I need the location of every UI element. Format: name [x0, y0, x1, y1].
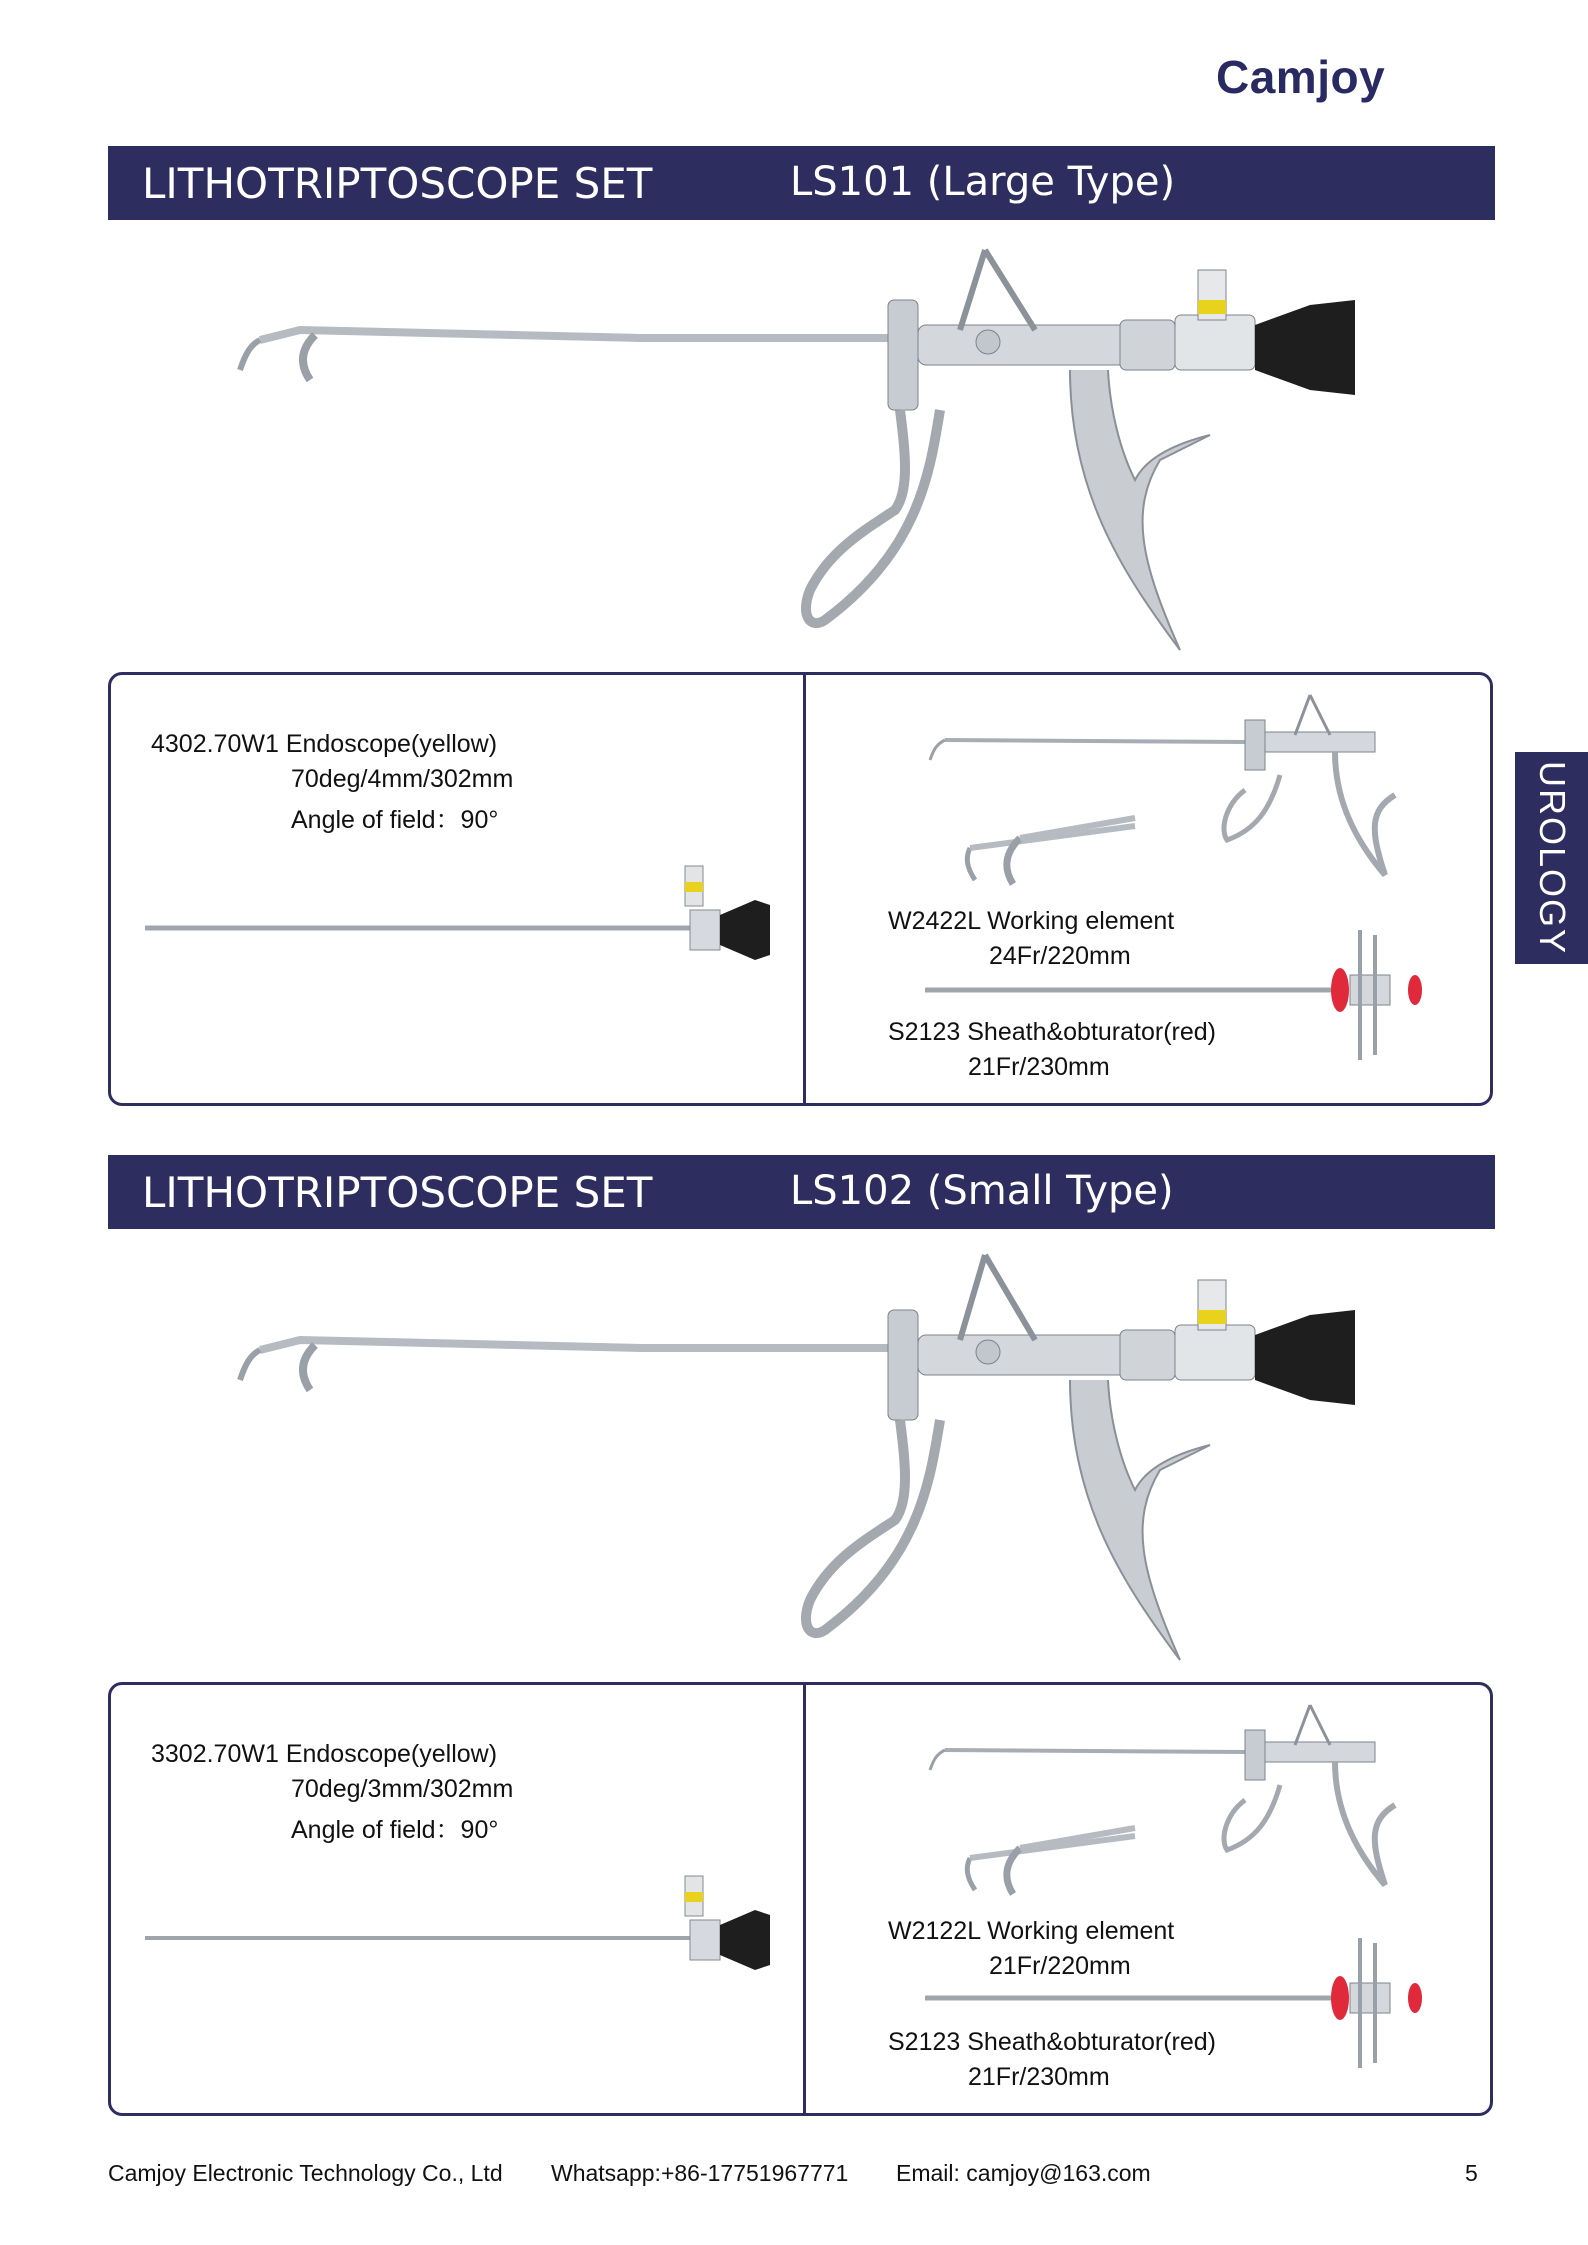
- set-banner-ls101: [108, 146, 1495, 220]
- working-element-tip-image: [965, 1818, 1145, 1898]
- footer-whatsapp: Whatsapp:+86-17751967771: [551, 2160, 849, 2186]
- panel-divider: [803, 675, 806, 1103]
- sheath-model-text: S2123 Sheath&obturator(red): [888, 2028, 1216, 2056]
- endoscope-model-text: 3302.70W1 Endoscope(yellow): [151, 1740, 498, 1768]
- banner-model: LS101 (Large Type): [790, 159, 1176, 205]
- lithotriptoscope-assembly-image: [240, 1240, 1370, 1670]
- working-element-model-text: W2422L Working element: [888, 907, 1175, 935]
- endoscope-spec-text: 70deg/3mm/302mm: [291, 1775, 514, 1803]
- footer-company: Camjoy Electronic Technology Co., Ltd: [108, 2160, 503, 2186]
- endoscope-image: [140, 1870, 780, 1970]
- endoscope-angle-text: Angle of field：90°: [291, 1816, 499, 1844]
- working-element-model-text: W2122L Working element: [888, 1917, 1175, 1945]
- endoscope-model-text: 4302.70W1 Endoscope(yellow): [151, 730, 498, 758]
- page-number: 5: [1465, 2160, 1478, 2186]
- banner-model: LS102 (Small Type): [790, 1168, 1174, 1214]
- sheath-spec-text: 21Fr/230mm: [968, 2063, 1110, 2091]
- endoscope-angle-text: Angle of field：90°: [291, 806, 499, 834]
- sheath-model-text: S2123 Sheath&obturator(red): [888, 1018, 1216, 1046]
- endoscope-spec-text: 70deg/4mm/302mm: [291, 765, 514, 793]
- camjoy-logo: Camjoy: [1216, 51, 1386, 103]
- endoscope-image: [140, 860, 780, 960]
- banner-title: LITHOTRIPTOSCOPE SET: [142, 1168, 653, 1217]
- sheath-obturator-image: [920, 920, 1430, 1070]
- banner-title: LITHOTRIPTOSCOPE SET: [142, 159, 653, 208]
- lithotriptoscope-assembly-image: [240, 230, 1370, 660]
- set-banner-ls102: [108, 1155, 1495, 1229]
- footer-email: Email: camjoy@163.com: [896, 2160, 1151, 2186]
- working-element-spec-text: 21Fr/220mm: [989, 1952, 1131, 1980]
- panel-divider: [803, 1685, 806, 2113]
- category-label: UROLOGY: [1531, 760, 1573, 956]
- category-side-tab: [1515, 752, 1588, 964]
- working-element-spec-text: 24Fr/220mm: [989, 942, 1131, 970]
- sheath-spec-text: 21Fr/230mm: [968, 1053, 1110, 1081]
- working-element-tip-image: [965, 808, 1145, 888]
